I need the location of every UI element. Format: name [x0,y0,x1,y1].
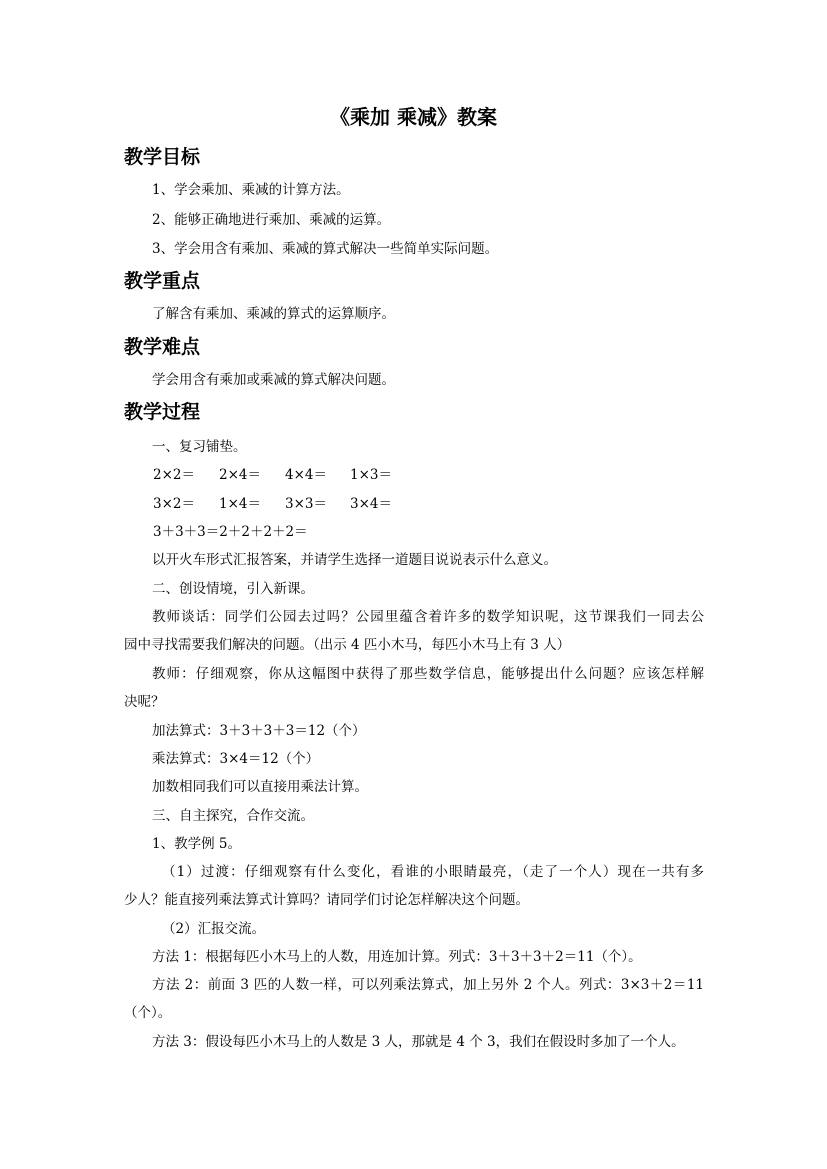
teacher-talk-line: 教师谈话：同学们公园去过吗？公园里蕴含着许多的数学知识呢，这节课我们一同去公 [152,609,704,625]
method-2-line: 方法 2：前面 3 匹的人数一样，可以列乘法算式，加上另外 2 个人。列式：3×3＋2＝11 [152,977,704,993]
difficulties-text: 学会用含有乘加或乘减的算式解决问题。 [152,372,395,388]
method-1: 方法 1：根据每匹小木马上的人数，用连加计算。列式：3＋3＋3＋2＝11（个）。 [152,949,642,965]
key-points-text: 了解含有乘加、乘减的算式的运算顺序。 [152,306,395,322]
drill-item: 4×4＝ [285,467,327,483]
drill-item: 3×4＝ [350,496,392,512]
drill-item: 3×3＝ [285,496,327,512]
transition-line: （1）过渡：仔细观察有什么变化，看谁的小眼睛最亮，（走了一个人）现在一共有多 [162,864,704,880]
review-note: 以开火车形式汇报答案，并请学生选择一道题目说说表示什么意义。 [152,552,557,568]
process-heading: 教学过程 [124,401,201,423]
drill-item: 1×4＝ [219,496,261,512]
objectives-heading: 教学目标 [124,146,201,168]
explore-title: 三、自主探究，合作交流。 [152,808,314,824]
teacher-line: 决呢？ [124,694,165,710]
scenario-title: 二、创设情境，引入新课。 [152,581,314,597]
teacher-line: 教师：仔细观察，你从这幅图中获得了那些数学信息，能够提出什么问题？应该怎样解 [152,666,704,682]
addition-formula: 加法算式：3＋3＋3＋3＝12（个） [152,723,366,739]
method-2-line: （个）。 [124,1005,172,1021]
report-title: （2）汇报交流。 [162,921,266,937]
objective-item: 2、能够正确地进行乘加、乘减的运算。 [152,212,391,228]
summary-text: 加数相同我们可以直接用乘法计算。 [152,779,368,795]
teacher-talk-line: 园中寻找需要我们解决的问题。（出示 4 匹小木马，每匹小木马上有 3 人） [124,637,571,653]
drill-item: 2×4＝ [219,467,261,483]
multiplication-formula: 乘法算式：3×4＝12（个） [152,751,320,767]
drill-item: 3×2＝ [153,496,195,512]
objective-item: 3、学会用含有乘加、乘减的算式解决一些简单实际问题。 [152,241,499,257]
drill-row: 3＋3＋3＝2＋2＋2＋2＝ [153,524,308,540]
drill-item: 1×3＝ [350,467,392,483]
objective-item: 1、学会乘加、乘减的计算方法。 [152,182,350,198]
document-title: 《乘加 乘减》教案 [330,105,497,129]
key-points-heading: 教学重点 [124,270,201,292]
example-title: 1、教学例 5。 [152,836,241,852]
difficulties-heading: 教学难点 [124,336,201,358]
transition-line: 少人？能直接列乘法算式计算吗？请同学们讨论怎样解决这个问题。 [124,892,529,908]
drill-item: 2×2＝ [153,467,195,483]
review-title: 一、复习铺垫。 [152,439,247,455]
method-3: 方法 3：假设每匹小木马上的人数是 3 人，那就是 4 个 3，我们在假设时多加了一个人。 [152,1034,685,1050]
